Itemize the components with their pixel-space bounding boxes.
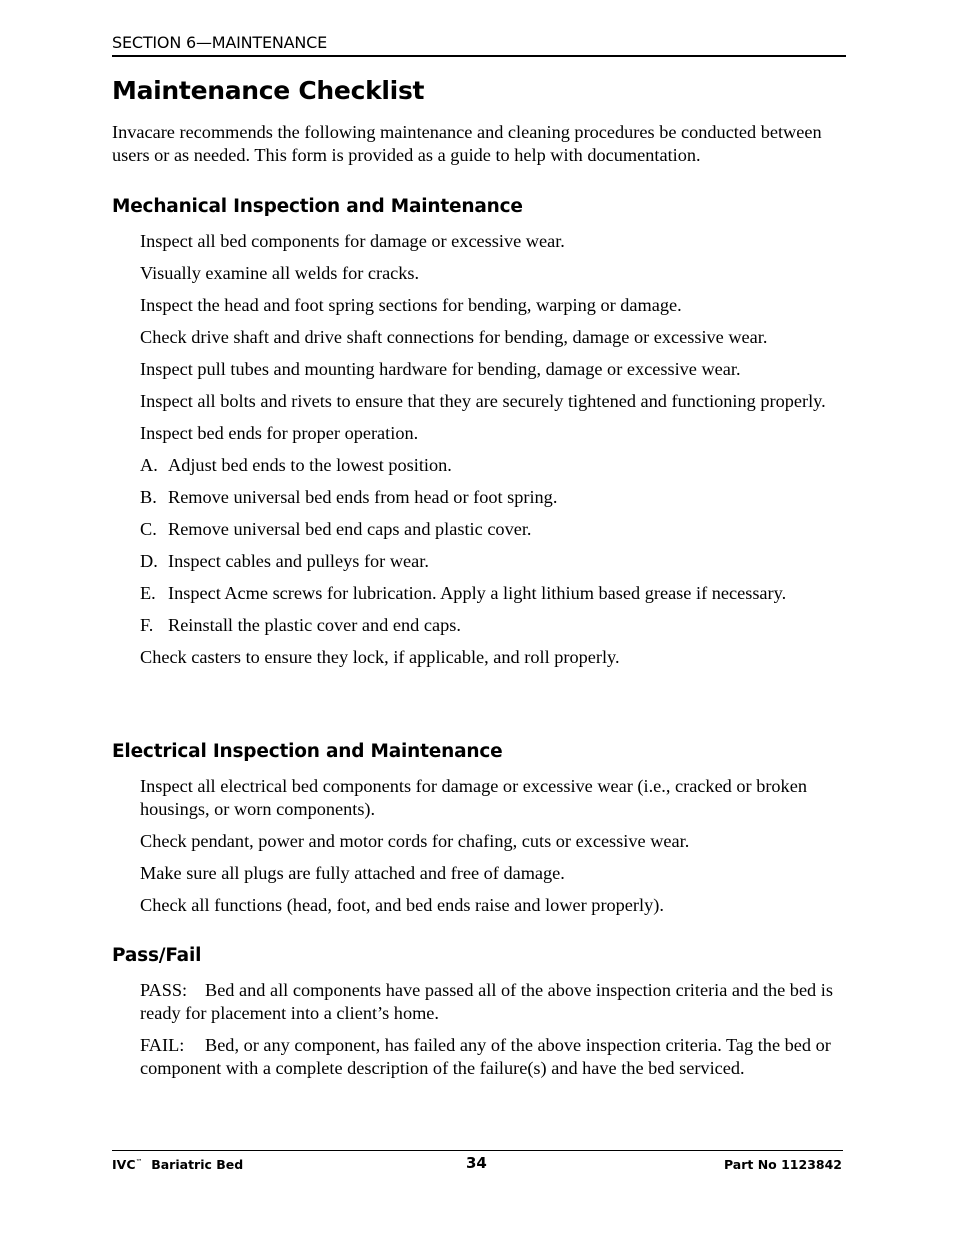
product-name: IVC: [112, 1157, 136, 1172]
step-item: [140, 486, 850, 509]
step-text: Inspect cables and pulleys for wear.: [168, 551, 429, 571]
list-item: Inspect the head and foot spring sections for bending, warping or damage.: [140, 295, 682, 315]
fail-text: Bed, or any component, has failed any of the above inspection criteria. Tag the bed or component with a complete description of the failure(s) and have the bed serviced.: [140, 1035, 831, 1078]
list-item: Visually examine all welds for cracks.: [140, 263, 420, 283]
section-header: SECTION 6—MAINTENANCE: [112, 33, 328, 52]
list-item: Check all functions (head, foot, and bed ends raise and lower properly).: [140, 895, 664, 915]
page-title: Maintenance Checklist: [112, 76, 425, 105]
list-item: Check pendant, power and motor cords for chafing, cuts or excessive wear.: [140, 831, 690, 851]
step-text: Inspect Acme screws for lubrication. Apply a light lithium based grease if necessary.: [168, 583, 787, 603]
pass-label: PASS:: [140, 980, 188, 1000]
step-text: Remove universal bed end caps and plastic cover.: [168, 519, 532, 539]
header-rule: [112, 55, 846, 57]
passfail-heading: Pass/Fail: [112, 945, 202, 966]
step-item: [140, 582, 850, 605]
step-item: [140, 614, 850, 637]
electrical-heading: Electrical Inspection and Maintenance: [112, 741, 503, 762]
step-letter: D.: [140, 551, 158, 571]
list-item: Inspect bed ends for proper operation.: [140, 423, 419, 443]
passfail-list: [140, 979, 845, 1089]
list-item: Make sure all plugs are fully attached and free of damage.: [140, 863, 565, 883]
step-letter: B.: [140, 487, 157, 507]
trademark: ™: [135, 1157, 143, 1166]
footer-product: [112, 1157, 243, 1172]
page-number: 34: [466, 1154, 487, 1172]
step-letter: E.: [140, 583, 156, 603]
step-item: [140, 454, 850, 477]
mechanical-list: [140, 230, 850, 678]
pass-item: [140, 979, 845, 1025]
step-text: Adjust bed ends to the lowest position.: [168, 455, 452, 475]
list-item: Inspect pull tubes and mounting hardware for bending, damage or excessive wear.: [140, 359, 741, 379]
mechanical-heading: Mechanical Inspection and Maintenance: [112, 196, 523, 217]
list-item: Check drive shaft and drive shaft connections for bending, damage or excessive wear.: [140, 327, 768, 347]
product-name-rest: Bariatric Bed: [151, 1157, 244, 1172]
pass-text: Bed and all components have passed all of the above inspection criteria and the bed is ready for placement into a client’s home.: [140, 980, 833, 1023]
step-letter: C.: [140, 519, 157, 539]
fail-item: [140, 1034, 845, 1080]
fail-label: FAIL:: [140, 1035, 185, 1055]
step-item: [140, 518, 850, 541]
intro-paragraph: Invacare recommends the following maintenance and cleaning procedures be conducted between users or as needed. This form is provided as a guide to help with documentation.: [112, 122, 822, 165]
electrical-list: [140, 775, 830, 926]
step-letter: F.: [140, 615, 154, 635]
step-item: [140, 550, 850, 573]
list-item: Inspect all bolts and rivets to ensure that they are securely tightened and functioning properly.: [140, 391, 826, 411]
part-number: Part No 1123842: [723, 1157, 842, 1172]
footer-rule: [112, 1150, 843, 1151]
step-text: Reinstall the plastic cover and end caps.: [168, 615, 461, 635]
step-letter: A.: [140, 455, 158, 475]
step-text: Remove universal bed ends from head or foot spring.: [168, 487, 558, 507]
list-item: Inspect all bed components for damage or excessive wear.: [140, 231, 565, 251]
list-item: Check casters to ensure they lock, if applicable, and roll properly.: [140, 647, 620, 667]
list-item: Inspect all electrical bed components for damage or excessive wear (i.e., cracked or broken housings, or worn components).: [140, 776, 807, 819]
